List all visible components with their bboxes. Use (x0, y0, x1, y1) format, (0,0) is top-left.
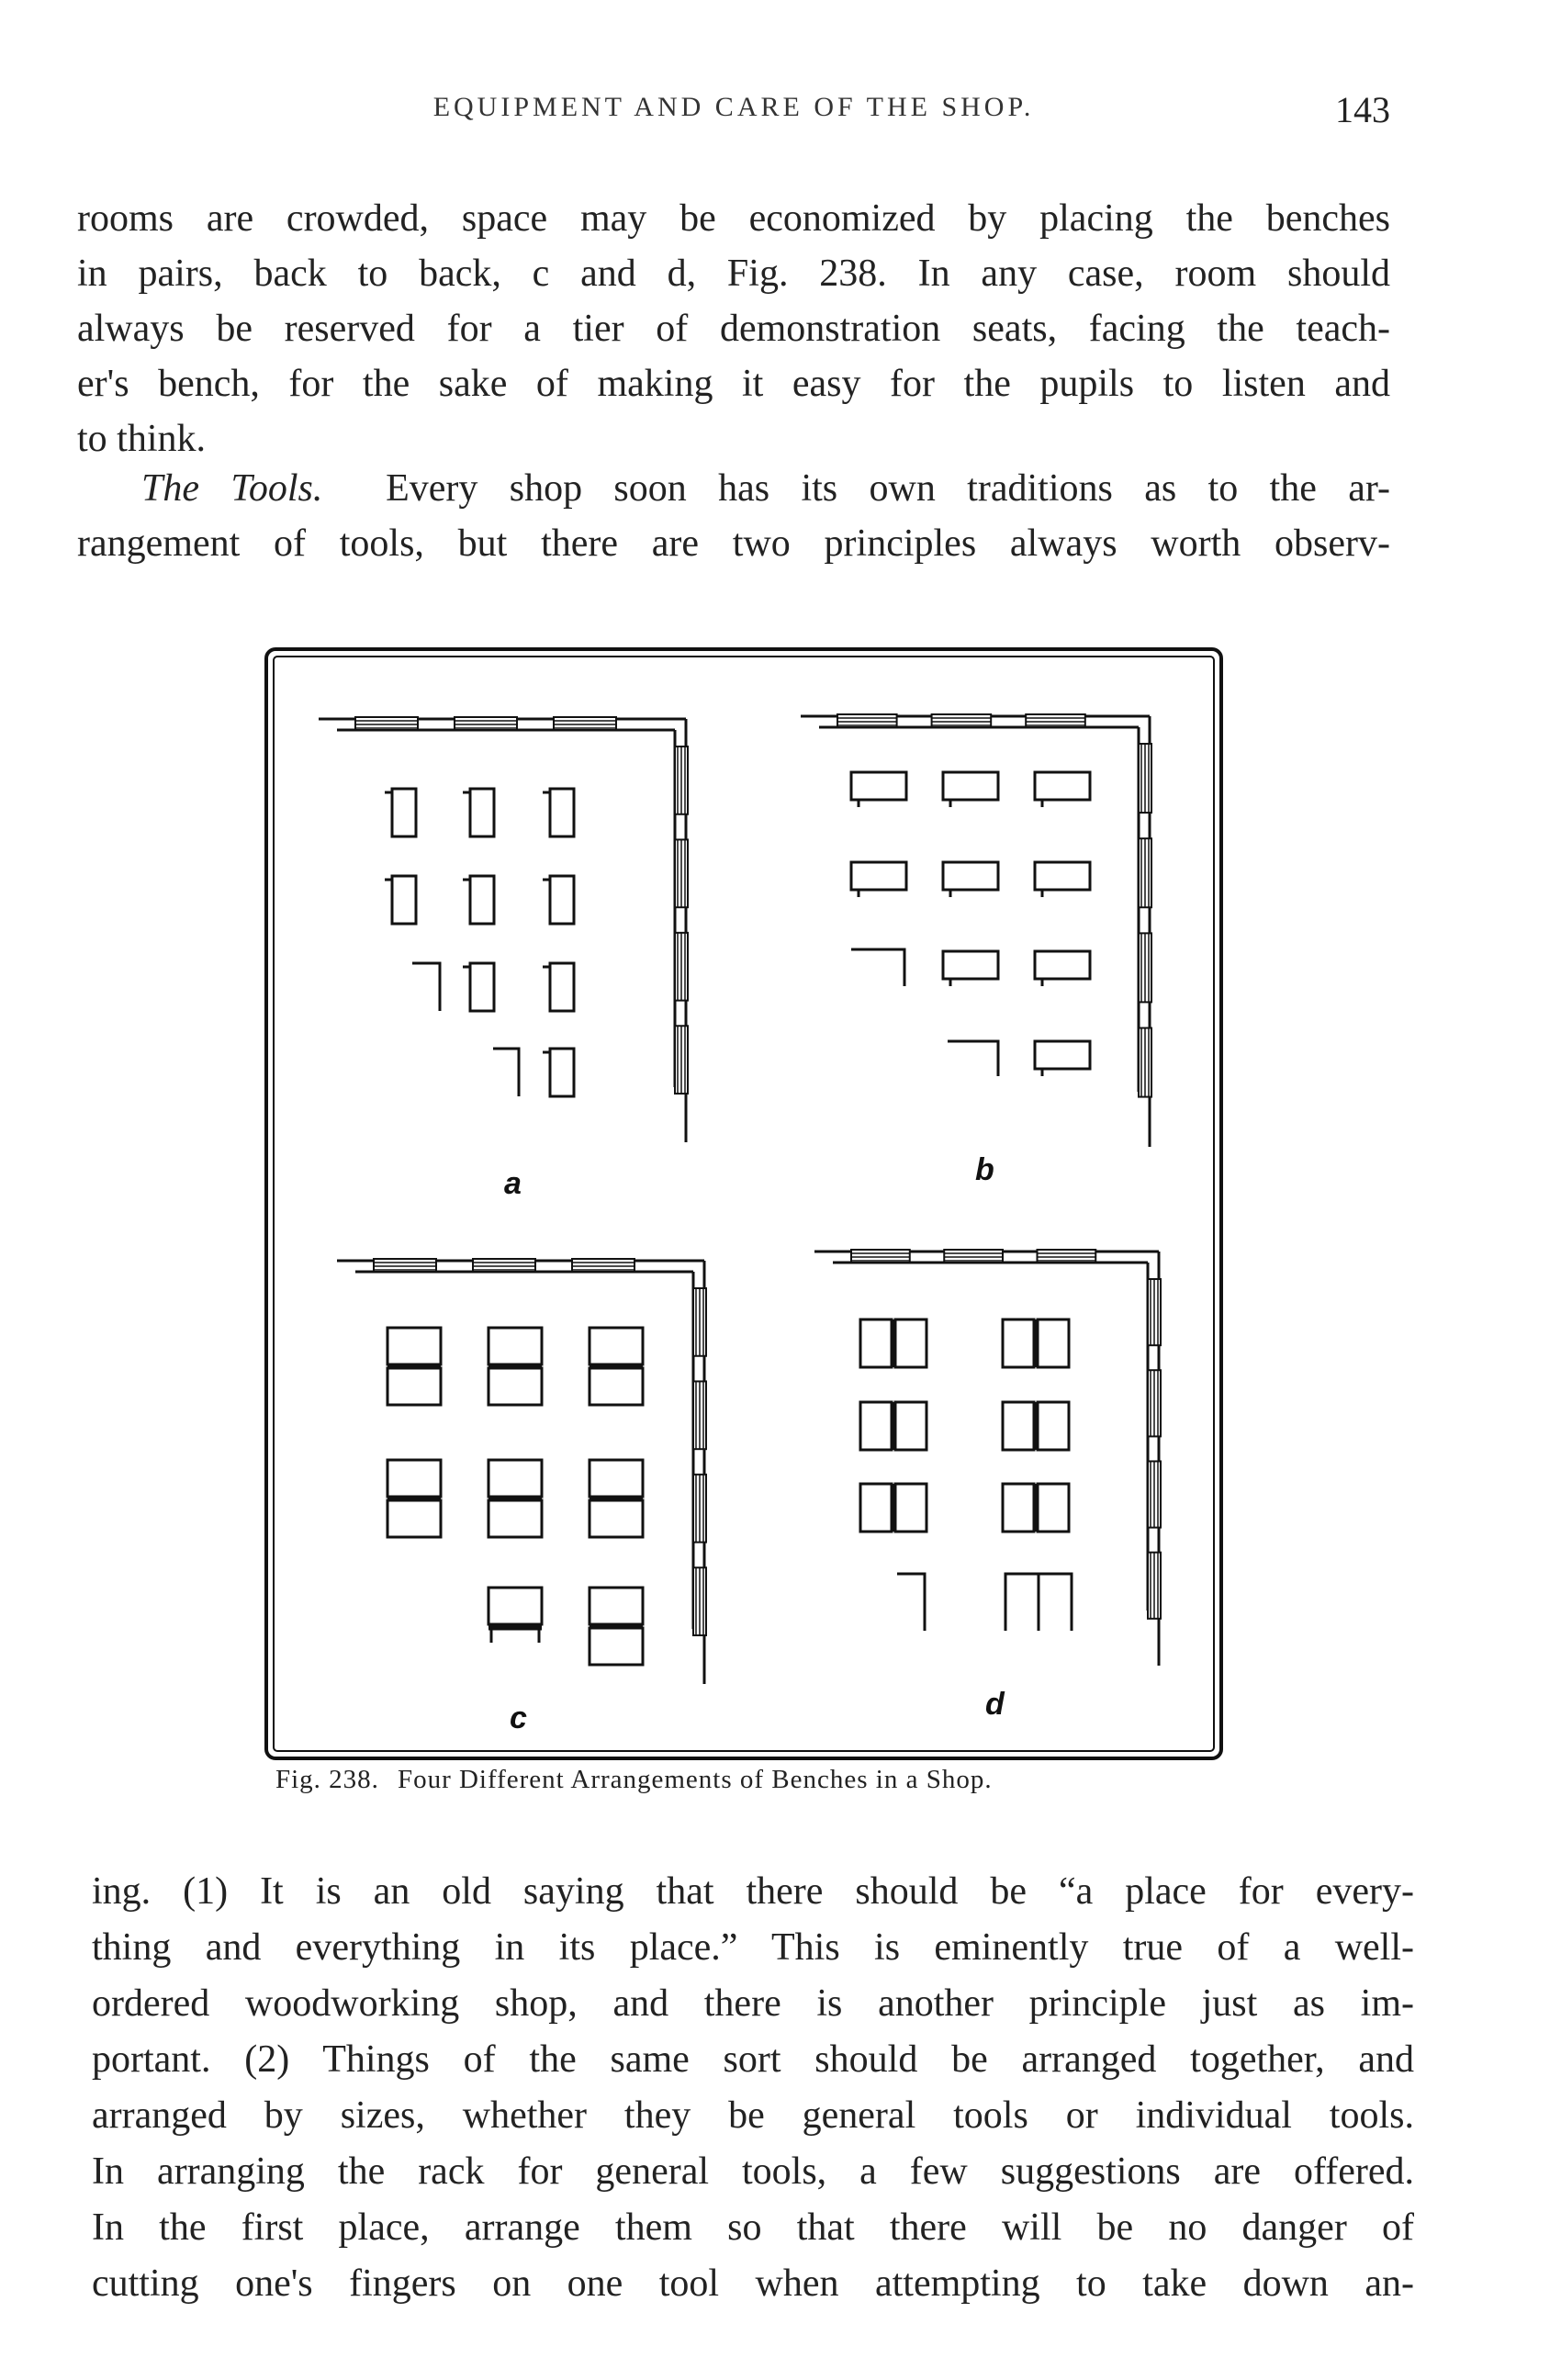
bench (1035, 951, 1090, 979)
text-line: ordered woodworking shop, and there is another principle just as im- (92, 1982, 1414, 2025)
bench-pair-left (1003, 1402, 1034, 1450)
text-line: to think. (77, 418, 207, 460)
bench (851, 772, 906, 800)
text-line: portant. (2) Things of the same sort should be arranged together, and (92, 2038, 1414, 2081)
bench-pair-right (1038, 1484, 1069, 1532)
frame-outer (266, 649, 1221, 1758)
bench (550, 1049, 574, 1096)
text-line: cutting one's fingers on one tool when attempting to take down an- (92, 2262, 1414, 2305)
text-line: rooms are crowded, space may be economized by placing the benches (77, 197, 1390, 240)
text-line: in pairs, back to back, c and d, Fig. 238. In any case, room should (77, 253, 1390, 295)
bench-pair-bottom (489, 1368, 542, 1405)
text-line: In arranging the rack for general tools, a few suggestions are offered. (92, 2150, 1414, 2193)
bench-pair-bottom (590, 1628, 643, 1665)
bench-pair-top (387, 1328, 441, 1364)
bench-pair-top (387, 1460, 441, 1497)
paragraph-1 (77, 191, 1390, 466)
text-line: always be reserved for a tier of demonstration seats, facing the teach- (77, 308, 1390, 350)
bench (470, 876, 494, 924)
panels (319, 714, 1161, 1684)
bench (550, 876, 574, 924)
bench (392, 789, 416, 836)
teacher-bench (412, 963, 440, 1011)
bench (851, 862, 906, 890)
label-a: a (504, 1166, 522, 1201)
bench-pair-bottom (489, 1500, 542, 1537)
section-heading: The Tools. (141, 467, 323, 510)
bench (1035, 772, 1090, 800)
caption-number: Fig. 238. (275, 1765, 379, 1794)
bench-pair-bottom (590, 1500, 643, 1537)
bench-pair-left (860, 1402, 892, 1450)
text-line: er's bench, for the sake of making it easy for the pupils to listen and (77, 363, 1390, 405)
teacher-bench (493, 1049, 519, 1096)
text-line: thing and everything in its place.” This is eminently true of a well- (92, 1926, 1414, 1969)
bench-pair-bottom (387, 1500, 441, 1537)
bench-pair-bottom (590, 1368, 643, 1405)
bench-pair-left (860, 1484, 892, 1532)
bench (550, 789, 574, 836)
bench (550, 963, 574, 1011)
bench-arrangement-figure (264, 646, 1224, 1762)
bench (943, 862, 998, 890)
teacher-bench (851, 949, 904, 986)
bench (1035, 1041, 1090, 1069)
text-line: In the first place, arrange them so that there will be no danger of (92, 2206, 1414, 2249)
bench-pair-right (895, 1319, 926, 1367)
teacher-bench (897, 1574, 925, 1631)
caption-text: Four Different Arrangements of Benches in a Shop. (397, 1765, 993, 1794)
page-header (77, 89, 1390, 147)
bench (392, 876, 416, 924)
text-line: arranged by sizes, whether they be general tools or individual tools. (92, 2094, 1414, 2137)
page-number: 143 (1335, 89, 1390, 130)
figure-drawing (264, 646, 1224, 1762)
running-head: EQUIPMENT AND CARE OF THE SHOP. (432, 92, 1035, 122)
paragraph-3 (92, 1864, 1414, 2312)
teacher-bench (948, 1041, 998, 1076)
bench (943, 772, 998, 800)
bench (470, 963, 494, 1011)
bench-pair-left (1003, 1484, 1034, 1532)
bench-pair-right (1038, 1402, 1069, 1450)
paragraph-2 (77, 461, 1390, 571)
bench-pair-right (895, 1402, 926, 1450)
label-c: c (510, 1701, 527, 1735)
text-line: ing. (1) It is an old saying that there should be “a place for every- (92, 1870, 1414, 1913)
bench-pair-top (489, 1460, 542, 1497)
bench-pair-top (489, 1588, 542, 1624)
bench-pair-right (895, 1484, 926, 1532)
bench (1035, 862, 1090, 890)
text-fragment: Every shop soon has its own traditions as to the ar- (386, 467, 1390, 510)
bench-pair-top (590, 1460, 643, 1497)
bench-pair-top (590, 1328, 643, 1364)
figure-caption (275, 1765, 1221, 1795)
text-line: rangement of tools, but there are two principles always worth observ- (77, 522, 1390, 565)
text-line (77, 461, 1390, 516)
bench (470, 789, 494, 836)
bench-pair-top (590, 1588, 643, 1624)
bench-pair-bottom (387, 1368, 441, 1405)
label-b: b (975, 1152, 994, 1187)
bench-pair-left (860, 1319, 892, 1367)
bench-pair-right (1038, 1319, 1069, 1367)
label-d: d (985, 1687, 1005, 1722)
bench-pair-left (1003, 1319, 1034, 1367)
bench (943, 951, 998, 979)
bench-pair-top (489, 1328, 542, 1364)
